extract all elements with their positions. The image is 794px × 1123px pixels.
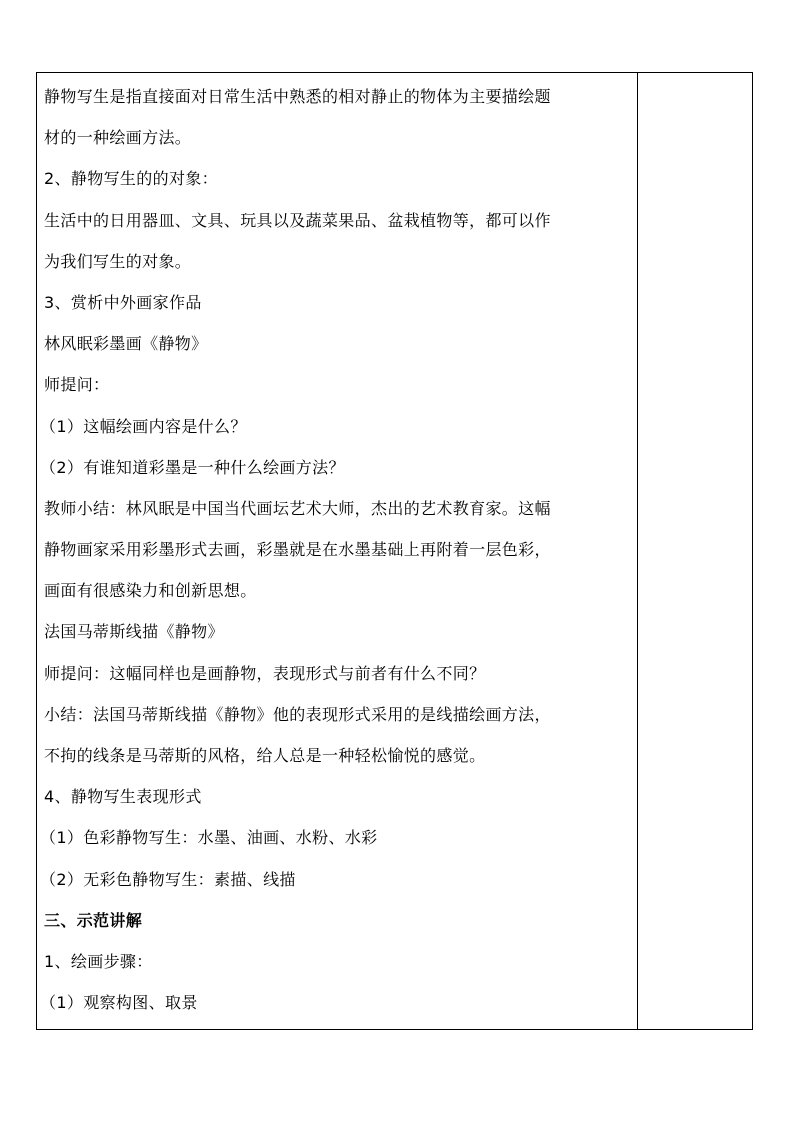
artwork-title: 林风眠彩墨画《静物》	[44, 334, 208, 354]
paragraph-line: 小结：法国马蒂斯线描《静物》他的表现形式采用的是线描绘画方法，	[44, 704, 551, 724]
question-item: （2）有谁知道彩墨是一种什么绘画方法？	[40, 457, 345, 477]
list-item: （1）观察构图、取景	[40, 993, 198, 1013]
paragraph-line: 画面有很感染力和创新思想。	[44, 581, 257, 601]
section-heading: 2、静物写生的的对象：	[44, 169, 219, 189]
paragraph-line: 静物画家采用彩墨形式去画，彩墨就是在水墨基础上再附着一层色彩，	[44, 540, 551, 560]
paragraph-line: 材的一种绘画方法。	[44, 128, 192, 148]
paragraph-line: 生活中的日用器皿、文具、玩具以及蔬菜果品、盆栽植物等，都可以作	[44, 210, 551, 230]
paragraph-line: 为我们写生的对象。	[44, 251, 192, 271]
section-heading: 1、绘画步骤：	[44, 951, 153, 971]
list-item: （2）无彩色静物写生：素描、线描	[40, 869, 296, 889]
teacher-question: 师提问：这幅同样也是画静物，表现形式与前者有什么不同？	[44, 663, 486, 683]
question-item: （1）这幅绘画内容是什么？	[40, 416, 247, 436]
teacher-question-label: 师提问：	[44, 375, 110, 395]
paragraph-line: 教师小结：林风眠是中国当代画坛艺术大师，杰出的艺术教育家。这幅	[44, 498, 551, 518]
paragraph-line: 不拘的线条是马蒂斯的风格，给人总是一种轻松愉悦的感觉。	[44, 746, 486, 765]
artwork-title: 法国马蒂斯线描《静物》	[44, 622, 224, 642]
paragraph-line: 静物写生是指直接面对日常生活中熟悉的相对静止的物体为主要描绘题	[44, 87, 551, 106]
lesson-content-cell	[40, 76, 634, 1023]
section-heading: 4、静物写生表现形式	[44, 787, 202, 807]
notes-column-cell	[638, 73, 752, 1029]
section-heading: 3、赏析中外画家作品	[44, 292, 202, 312]
list-item: （1）色彩静物写生：水墨、油画、水粉、水彩	[40, 828, 378, 848]
major-section-heading: 三、示范讲解	[44, 910, 143, 930]
